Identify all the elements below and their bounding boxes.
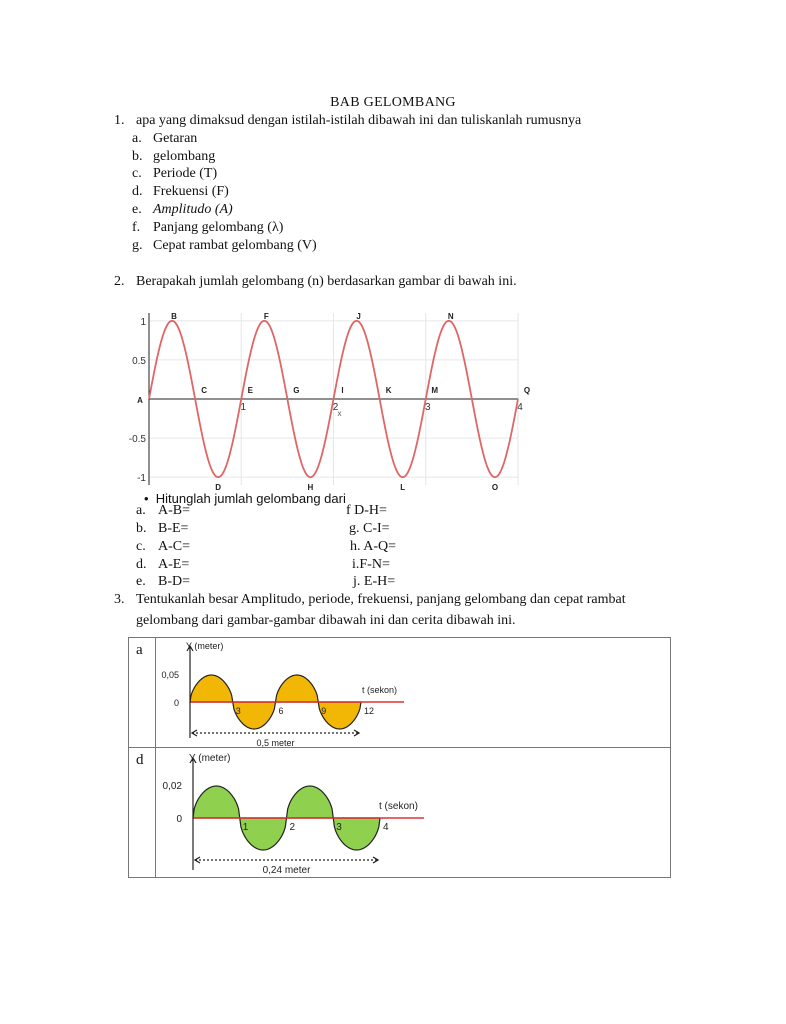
q2-bullet-line: [144, 491, 346, 506]
panel-a-cell: [156, 638, 671, 748]
q2-left-letter: c.: [136, 539, 146, 554]
page-title: BAB GELOMBANG: [330, 95, 456, 110]
amplitude-tick-label: 0,02: [162, 781, 182, 792]
origin-label: 0: [176, 814, 182, 825]
wavelength-label: 0,24 meter: [262, 865, 311, 876]
wave-point-label: H: [307, 483, 314, 493]
q2-left-item: A-B=: [158, 503, 191, 518]
wave-panels-table: [128, 637, 671, 878]
q1-item-text: Panjang gelombang (λ): [153, 220, 284, 235]
wave-half-cycle: [190, 675, 233, 702]
q2-right-item: f D-H=: [346, 503, 387, 518]
wave-half-cycle: [287, 786, 334, 818]
q2-text: Berapakah jumlah gelombang (n) berdasarkan gambar di bawah ini.: [136, 274, 517, 289]
panel-d-cell: [156, 748, 671, 878]
wave-point-label: I: [341, 386, 344, 395]
x-tick-label: 2: [332, 402, 339, 413]
wave-point-label: N: [447, 311, 454, 321]
time-tick-label: 3: [336, 822, 342, 833]
q2-left-letter: b.: [136, 521, 147, 536]
q2-right-item: g. C-I=: [349, 521, 390, 536]
wave-point-label: A: [137, 396, 143, 405]
wave-half-cycle: [193, 786, 240, 818]
wave-point-label: Q: [523, 386, 531, 395]
time-tick-label: 2: [289, 822, 296, 833]
panel-letter-cell: [129, 638, 156, 748]
q1-item-letter: f.: [132, 220, 141, 235]
y-tick-label: -0.5: [128, 434, 146, 446]
panel-letter: d: [136, 752, 144, 768]
y-axis-label: Y (meter): [186, 641, 224, 651]
x-axis-label: t (sekon): [379, 801, 418, 812]
q1-item-letter: b.: [132, 149, 143, 164]
x-tick-label: 1: [240, 402, 247, 413]
wave-point-label: M: [431, 386, 439, 395]
chart-background: [130, 305, 522, 495]
panel-letter: a: [136, 642, 143, 658]
q2-right-item: j. E-H=: [353, 574, 396, 589]
time-tick-label: 4: [383, 822, 389, 833]
time-tick-label: 3: [235, 706, 241, 716]
q2-left-item: A-E=: [158, 557, 190, 572]
sine-wave-chart: [128, 305, 531, 495]
wave-point-label: G: [293, 386, 300, 395]
wave-point-label: E: [247, 386, 253, 395]
q1-item-text: gelombang: [153, 149, 216, 164]
wave-point-label: K: [385, 386, 392, 395]
q1-item-letter: d.: [132, 184, 143, 199]
q1-item-text: Amplitudo (A): [153, 202, 233, 217]
q2-left-item: B-E=: [158, 521, 189, 536]
q2-left-letter: d.: [136, 557, 147, 572]
y-axis-label: Y (meter): [189, 753, 231, 764]
q1-item-letter: c.: [132, 166, 142, 181]
x-axis-label: t (sekon): [362, 685, 398, 695]
time-tick-label: 12: [364, 706, 375, 716]
panel-letter-cell: [129, 748, 156, 878]
amplitude-tick-label: 0,05: [161, 670, 179, 680]
q2-left-item: A-C=: [158, 539, 191, 554]
sine-wave-svg: [128, 305, 531, 495]
panel-a-wave: [156, 638, 670, 746]
q2-right-item: i.F-N=: [352, 557, 390, 572]
q1-item-letter: g.: [132, 238, 143, 253]
panel-d-wave: [156, 748, 670, 876]
x-tick-label: 3: [424, 402, 431, 413]
q1-item-text: Frekuensi (F): [153, 184, 229, 199]
y-tick-label: -1: [137, 473, 146, 485]
q1-item-letter: e.: [132, 202, 142, 217]
q2-left-letter: e.: [136, 574, 146, 589]
wavelength-label: 0,5 meter: [256, 738, 295, 748]
q3-number: 3.: [114, 592, 125, 607]
y-tick-label: 0.5: [132, 355, 146, 367]
origin-label: 0: [173, 698, 179, 708]
wave-point-label: D: [215, 483, 222, 493]
time-tick-label: 1: [242, 822, 249, 833]
time-tick-label: 9: [321, 706, 327, 716]
q1-item-letter: a.: [132, 131, 142, 146]
bullet-icon: •: [144, 491, 156, 506]
wave-point-label: J: [356, 311, 361, 321]
time-tick-label: 6: [278, 706, 284, 716]
wave-point-label: B: [171, 311, 177, 321]
wave-point-label: C: [201, 386, 208, 395]
q2-number: 2.: [114, 274, 125, 289]
x-axis-label: x: [337, 409, 342, 418]
q1-item-text: Periode (T): [153, 166, 218, 181]
q3-line2: gelombang dari gambar-gambar dibawah ini dan cerita dibawah ini.: [136, 613, 516, 628]
wave-point-label: O: [491, 483, 499, 493]
q2-left-item: B-D=: [158, 574, 191, 589]
q1-number: 1.: [114, 113, 125, 128]
q1-text: apa yang dimaksud dengan istilah-istilah dibawah ini dan tuliskanlah rumusnya: [136, 113, 582, 128]
q2-left-letter: a.: [136, 503, 146, 518]
y-tick-label: 1: [140, 316, 146, 328]
q3-line1: Tentukanlah besar Amplitudo, periode, frekuensi, panjang gelombang dan cepat rambat: [136, 592, 626, 607]
wave-point-label: F: [263, 311, 269, 321]
q1-item-text: Cepat rambat gelombang (V): [153, 238, 317, 253]
wave-half-cycle: [276, 675, 319, 702]
q2-right-item: h. A-Q=: [350, 539, 397, 554]
q2-bullet-text: Hitunglah jumlah gelombang dari: [155, 491, 346, 506]
q1-item-text: Getaran: [153, 131, 198, 146]
x-tick-label: 4: [517, 402, 523, 413]
wave-point-label: L: [400, 483, 406, 493]
